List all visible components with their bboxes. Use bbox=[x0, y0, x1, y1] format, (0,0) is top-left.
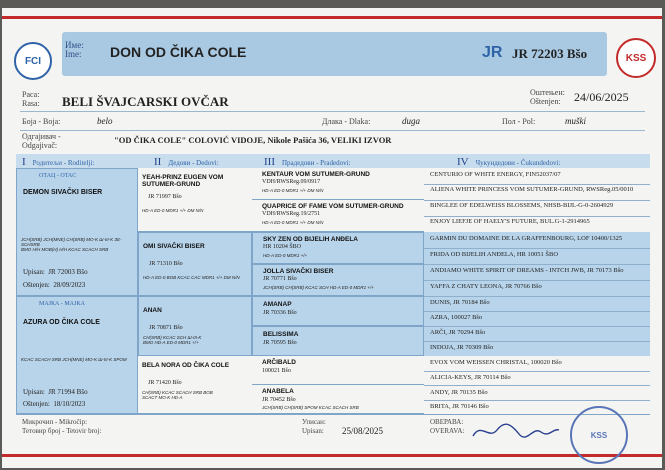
ggp-reg: JR 70452 Bšo bbox=[262, 397, 296, 403]
ggp-reg: VDH/RWSReg.09/0917 bbox=[262, 179, 321, 185]
ggp-cell bbox=[252, 232, 424, 264]
parents-header: I Родитељи - Roditelji: bbox=[22, 156, 95, 168]
gggp-entry: ALICIA-KEYS, JR 70114 Bšo bbox=[430, 374, 511, 381]
grandparent-cell bbox=[138, 232, 252, 296]
ggp-name: BELISSIMA bbox=[263, 331, 299, 338]
grandparents-header: II Дедови - Dedovi: bbox=[154, 156, 219, 168]
ggp-titles: HD-A ED-0 MDR1 +/+ bbox=[263, 253, 308, 258]
row-line bbox=[424, 248, 650, 249]
row-line bbox=[424, 280, 650, 281]
gggp-entry: BINGLEE OF EDELWEISS BLOSSEMS, NHSB-BIJL-G-0-2604929 bbox=[430, 202, 614, 209]
official-stamp: KSS bbox=[570, 406, 628, 464]
grandparent-titles: HD-A ED-0 BOB KCAC CAC MDR1 +/+ DM N/N bbox=[143, 275, 240, 280]
breeder-label: Одгајивач - Odgajivač: bbox=[22, 132, 61, 150]
microchip-label: Микрочип - Mikročip: Тетовир број - Tetovir broj: bbox=[22, 418, 102, 435]
row-line bbox=[424, 296, 650, 297]
dam-registration: Upisan: JR 71994 Bšo bbox=[23, 388, 88, 396]
breed-value: BELI ŠVAJCARSKI OVČAR bbox=[62, 94, 229, 109]
gggp-entry: ARČI, JR 70294 Bšo bbox=[430, 329, 486, 336]
sire-registration: Upisan: JR 72003 Bšo bbox=[23, 268, 88, 276]
row-line bbox=[424, 311, 650, 312]
pedigree-certificate bbox=[2, 8, 662, 468]
dam-whelped: Oštenjen: 18/10/2023 bbox=[23, 400, 86, 408]
registry-number: JR 72203 Bšo bbox=[512, 46, 588, 61]
ggp-cell bbox=[252, 168, 424, 200]
dam-cell bbox=[16, 296, 138, 414]
ggp-titles: HD-A ED-0 MDR1 +/+ DM N/N bbox=[262, 188, 324, 193]
gggp-entry: ENJOY LIEFJE OF HAELY'S FUTURE, BUL.G-1-2914965 bbox=[430, 218, 590, 225]
gggp-entry: BRITA, JR 70146 Bšo bbox=[430, 403, 489, 410]
great-great-grandparents-header: IV Чукундедови - Čukundedovi: bbox=[457, 156, 561, 168]
divider bbox=[20, 111, 645, 112]
ggp-reg: 100021 Bšo bbox=[262, 368, 291, 374]
registry-prefix: JR bbox=[482, 44, 503, 61]
row-line bbox=[424, 184, 650, 185]
fci-logo: FCI bbox=[14, 42, 52, 80]
whelped-date: 24/06/2025 bbox=[574, 90, 629, 104]
gggp-entry: YAFFA Z CHATY LEONA, JR 70766 Bšo bbox=[430, 283, 542, 290]
color-label: Боја - Boja: bbox=[22, 117, 61, 126]
ggp-name: ARČIBALD bbox=[262, 359, 296, 366]
gggp-entry: ANDY, JR 70135 Bšo bbox=[430, 389, 488, 396]
coat-value: duga bbox=[402, 116, 420, 126]
row-line bbox=[424, 341, 650, 342]
coat-label: Длака - Dlaka: bbox=[322, 117, 371, 126]
ggp-reg: JR 70595 Bšo bbox=[263, 340, 297, 346]
gggp-entry: FRIDA OD BIJELIH ANĐELA, HR 10051 ŠBO bbox=[430, 251, 559, 258]
ggp-reg: HR 10204 ŠBO bbox=[263, 244, 302, 250]
color-value: belo bbox=[97, 116, 113, 126]
sex-value: muški bbox=[565, 116, 586, 126]
verified-label: ОВЕРАВА: OVERAVA: bbox=[430, 418, 465, 435]
ggp-name: ANABELA bbox=[262, 388, 294, 395]
ggp-titles: JCH(SRB) CH(SRB) KCAC SCH HD-A ED-0 MDR1 +/+ bbox=[263, 285, 374, 290]
ggp-cell bbox=[252, 385, 424, 414]
sire-whelped: Oštenjen: 28/09/2023 bbox=[23, 281, 86, 289]
gggp-entry: ANDIAMO WHITE SPIRIT OF DREAMS - INTCH JWB, JR 70173 Bšo bbox=[430, 267, 624, 274]
row-line bbox=[424, 264, 650, 265]
dog-name: DON OD ČIKA COLE bbox=[110, 44, 247, 60]
top-red-stripe bbox=[2, 16, 662, 19]
ggp-cell bbox=[252, 326, 424, 356]
dam-name: AZURA OD ČIKA COLE bbox=[23, 319, 100, 326]
sire-name: DEMON SIVAČKI BISER bbox=[23, 189, 103, 196]
gggp-entry: GARMIN DU DOMAINE DE LA GRAFFENBOURG, LOF 10400/1325 bbox=[430, 235, 623, 242]
ggp-name: AMANAP bbox=[263, 301, 292, 308]
kss-logo: KSS bbox=[616, 38, 656, 78]
ggp-titles: JCH(SRB) CH(SRB) SPOM KCAC SCACH SRB bbox=[262, 405, 359, 410]
ggp-reg: JR 70336 Bšo bbox=[263, 310, 297, 316]
sire-role-label: ОТАЦ - OTAC bbox=[39, 173, 77, 179]
gggp-entry: DUNIS, JR 70184 Bšo bbox=[430, 299, 490, 306]
grandparent-titles: CH(SRB) KCAC SCH Ш-III-K BMO HD-A ED-0 MDR1 +/+ bbox=[143, 335, 202, 345]
row-line bbox=[424, 200, 650, 201]
row-line bbox=[424, 385, 650, 386]
row-line bbox=[424, 326, 650, 327]
grandparent-name: ANAN bbox=[143, 307, 162, 314]
grandparent-reg: JR 70871 Bšo bbox=[149, 325, 183, 331]
gggp-entry: ALIENA WHITE PRINCESS VOM SUTUMER-GRUND, RWSReg.05/0010 bbox=[430, 186, 634, 193]
grandparent-cell bbox=[138, 168, 252, 232]
grandparent-name: OMI SIVAČKI BISER bbox=[143, 243, 205, 250]
ggp-reg: JR 70771 Bšo bbox=[263, 276, 297, 282]
gggp-entry: AZRA, 100027 Bšo bbox=[430, 314, 483, 321]
ggp-cell bbox=[252, 200, 424, 232]
grandparent-reg: JR 71997 Bšo bbox=[148, 194, 182, 200]
dam-titles: KCAC SCACH SRB JCH(MNE) MO-K Ш-III-K SPOM bbox=[21, 357, 127, 362]
row-line bbox=[424, 371, 650, 372]
ggp-titles: HD-A ED-0 MDR1 +/+ DM N/N bbox=[262, 220, 324, 225]
recorded-date: 25/08/2025 bbox=[342, 426, 384, 436]
grandparent-reg: JR 71420 Bšo bbox=[148, 380, 182, 386]
breeder-value: "OD ČIKA COLE" COLOVIĆ VIDOJE, Nikole Pašića 36, VELIKI IZVOR bbox=[114, 135, 392, 145]
grandparent-cell bbox=[138, 356, 252, 414]
grandparent-name: BELA NORA OD ČIKA COLE bbox=[142, 362, 230, 369]
ggp-reg: VDH/RWSReg.19/2751 bbox=[262, 211, 321, 217]
recorded-label: Уписан: Upisan: bbox=[302, 418, 326, 435]
ggp-cell bbox=[252, 296, 424, 326]
name-label: Име: Ime: bbox=[65, 40, 84, 59]
grandparent-cell bbox=[138, 296, 252, 356]
gggp-entry: INDOJA, JR 70309 Bšo bbox=[430, 344, 494, 351]
signature-image bbox=[467, 418, 562, 444]
ggp-cell bbox=[252, 264, 424, 296]
bottom-red-stripe bbox=[2, 454, 662, 457]
grandparent-reg: JR 71310 Bšo bbox=[149, 261, 183, 267]
grandparent-titles: CH(SRB) KCAC SCACH SRB BOB SCACT MO-K HD-A bbox=[142, 390, 213, 400]
ggp-name: JOLLA SIVAČKI BISER bbox=[263, 268, 334, 275]
ggp-name: SKY ZEN OD BIJELIH ANĐELA bbox=[263, 236, 358, 243]
ggp-name: KENTAUR VOM SUTUMER-GRUND bbox=[262, 171, 370, 178]
gggp-entry: CENTURIO OF WHITE ENERGY, FIN52037/07 bbox=[430, 171, 561, 178]
dam-role-label: МАЈКА - MAJKA bbox=[39, 301, 86, 307]
footer-divider bbox=[16, 414, 650, 415]
ggp-name: QUAPRICE OF FAME VOM SUTUMER-GRUND bbox=[262, 203, 404, 210]
ggp-cell bbox=[252, 356, 424, 385]
grandparent-name: YEAH-PRINZ EUGEN VOM SUTUMER-GRUND bbox=[142, 174, 224, 188]
sire-titles: JCH(SRB) JCH(MNE) CH(SRB) MO-K Ш-III-K ЗЕ-SCHSRB BMO H/H MOB(H) H/H KCAC SCACH SRB bbox=[21, 237, 122, 252]
grandparent-titles: HD-A ED-0 MDR1 +/+ DM N/N bbox=[142, 208, 204, 213]
gggp-entry: EVOX VOM WEISSEN CHRISTAL, 100020 Bšo bbox=[430, 359, 562, 366]
row-line bbox=[424, 400, 650, 401]
sire-cell bbox=[16, 168, 138, 296]
row-line bbox=[424, 216, 650, 217]
breed-label: Раса: Rasa: bbox=[22, 90, 40, 108]
divider bbox=[20, 130, 645, 131]
whelped-label: Оштењен: Oštenjen: bbox=[530, 88, 565, 106]
sex-label: Пол - Pol: bbox=[502, 117, 536, 126]
great-grandparents-header: III Прадедови - Pradedovi: bbox=[264, 156, 351, 168]
